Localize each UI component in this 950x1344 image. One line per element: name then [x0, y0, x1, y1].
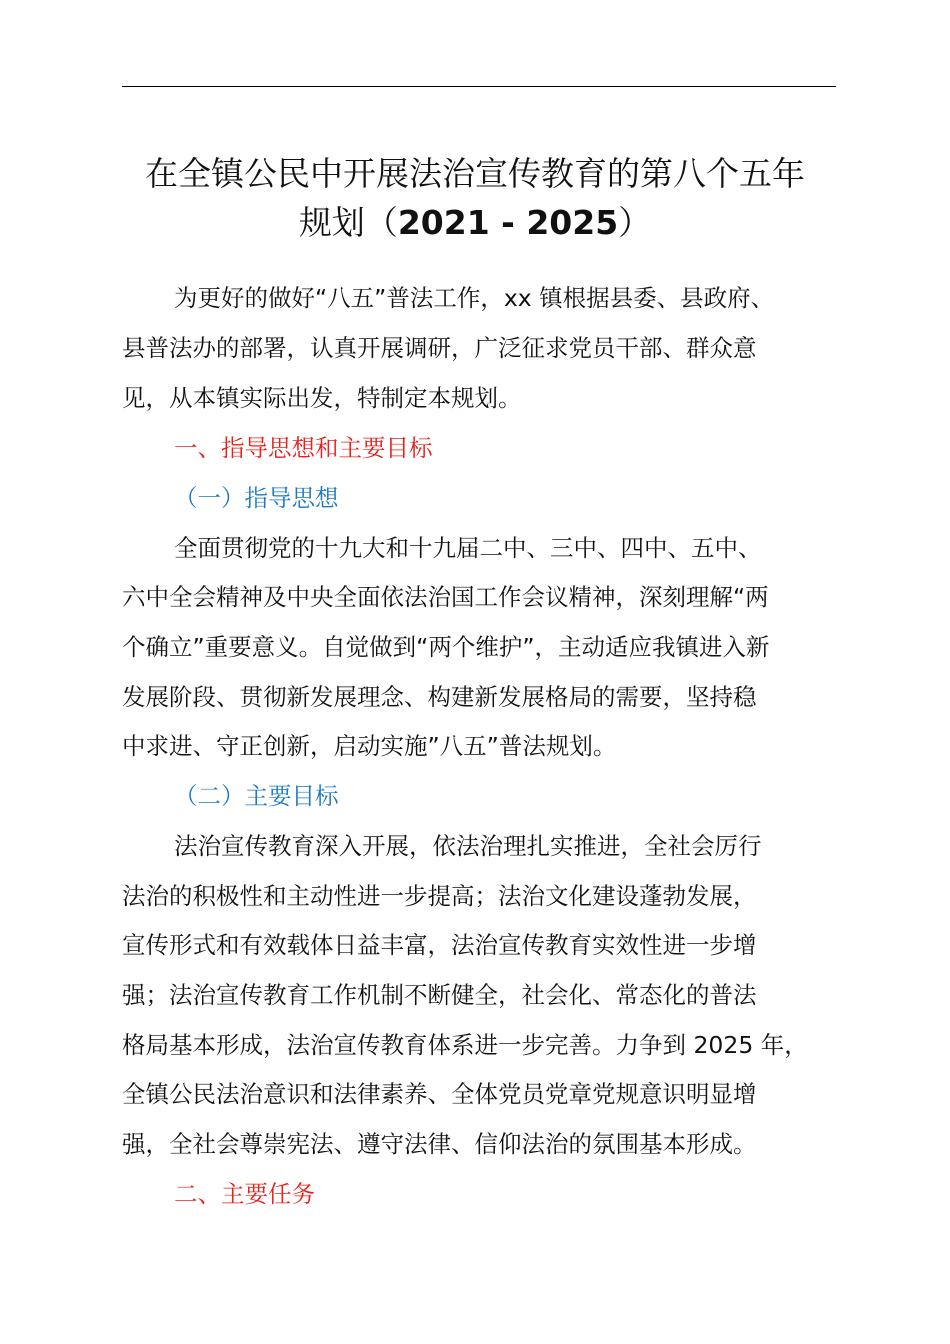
paragraph-line: 中求进、守正创新，启动实施”八五”普法规划。 — [122, 732, 617, 760]
paragraph-line: 宣传形式和有效载体日益丰富，法治宣传教育实效性进一步增 — [122, 931, 757, 959]
intro-line: 为更好的做好“八五”普法工作，xx 镇根据县委、县政府、 — [174, 284, 775, 312]
section-heading-1: 一、指导思想和主要目标 — [174, 434, 433, 462]
paragraph-line: 全镇公民法治意识和法律素养、全体党员党章党规意识明显增 — [122, 1080, 757, 1108]
subsection-heading-1: （一）指导思想 — [174, 484, 339, 512]
paragraph-line: 六中全会精神及中央全面依法治国工作会议精神，深刻理解“两 — [122, 583, 769, 611]
paragraph-line: 发展阶段、贯彻新发展理念、构建新发展格局的需要，坚持稳 — [122, 683, 757, 711]
title-years: 2021 - 2025 — [397, 203, 619, 242]
subsection-heading-2: （二）主要目标 — [174, 782, 339, 810]
intro-line: 见，从本镇实际出发，特制定本规划。 — [122, 384, 522, 412]
section-heading-2: 二、主要任务 — [174, 1180, 315, 1208]
paragraph-line: 法治宣传教育深入开展，依法治理扎实推进，全社会厉行 — [174, 832, 762, 860]
document-title-line1: 在全镇公民中开展法治宣传教育的第八个五年 — [145, 154, 805, 193]
intro-line: 县普法办的部署，认真开展调研，广泛征求党员干部、群众意 — [122, 334, 757, 362]
paragraph-line: 格局基本形成，法治宣传教育体系进一步完善。力争到 2025 年， — [122, 1031, 808, 1059]
paragraph-line: 法治的积极性和主动性进一步提高；法治文化建设蓬勃发展， — [122, 882, 757, 910]
paragraph-line: 强，全社会尊崇宪法、遵守法律、信仰法治的氛围基本形成。 — [122, 1130, 757, 1158]
title-prefix: 规划（ — [298, 203, 398, 242]
document-title-line2 — [100, 203, 850, 243]
paragraph-line: 全面贯彻党的十九大和十九届二中、三中、四中、五中、 — [174, 534, 762, 562]
paragraph-line: 强；法治宣传教育工作机制不断健全，社会化、常态化的普法 — [122, 981, 757, 1009]
title-suffix: ） — [618, 203, 652, 242]
paragraph-line: 个确立”重要意义。自觉做到“两个维护”，主动适应我镇进入新 — [122, 633, 770, 661]
header-rule — [122, 86, 836, 87]
